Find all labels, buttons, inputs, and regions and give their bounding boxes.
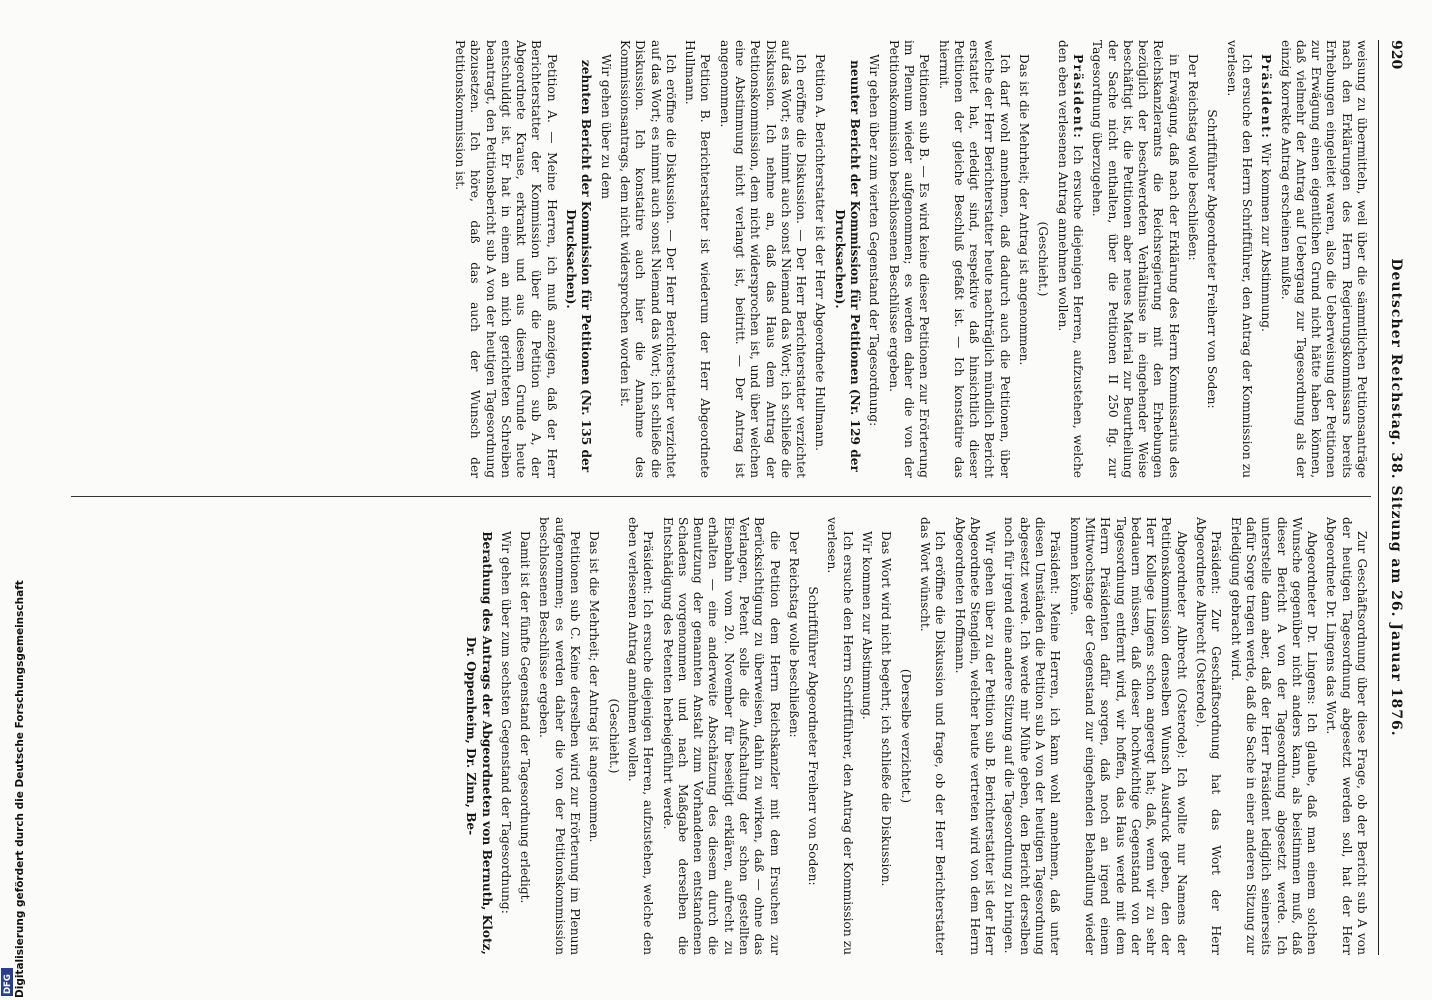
paragraph: Der Reichstag wolle beschließen: [1186, 54, 1201, 261]
paragraph: Wir kommen zur Abstimmung. [860, 531, 875, 720]
paragraph: Präsident: Zur Geschäftsordnung hat das Wort der Herr Abgeordnete Albrecht (Osterode). [1194, 517, 1224, 955]
paragraph: Petition A. Berichterstatter ist der Herr Abgeordnete Hullmann. [813, 54, 828, 451]
digitization-note: Digitalisierung gefördert durch die Deutsche Forschungsgemeinschaft [14, 580, 26, 998]
running-title: Deutscher Reichstag. 38. Sitzung am 26. Januar 1876. [1388, 258, 1404, 737]
paragraph: Der Reichstag wolle beschließen: [786, 531, 801, 738]
paragraph: Ich eröffne die Diskussion und frage, ob der Herr Berichterstatter das Wort wünscht. [917, 517, 948, 955]
dfg-logo-text: DFG [3, 974, 13, 994]
paragraph [1054, 40, 1085, 478]
dfg-logo-icon [1, 968, 13, 996]
paragraph: Abgeordneter Dr. Lingens: Ich glaube, daß man einem solchen Wunsche gegenüber nicht anders kann, als beistimmen muß, daß dieser Bericht A von der Tagesordnung abgesetzt werde. Ich unterstelle dann aber, daß der Herr Präsident lediglich seinerseits dafür Sorge tragen werde, daß die Sache in einer anderen Sitzung zur Erledigung gebracht wird. [1228, 517, 1320, 955]
speech-text: Wir kommen zur Abstimmung. [1259, 143, 1274, 332]
paragraph: Das Wort wird nicht begehrt; ich schließe die Diskussion. [879, 531, 894, 887]
paragraph: Wir gehen über zum vierten Gegenstand der Tagesordnung: [867, 54, 882, 427]
left-column [79, 40, 1369, 478]
paragraph: Das ist die Mehrheit; der Antrag ist angenommen. [587, 531, 602, 843]
paragraph: Ich darf wohl annehmen, daß dadurch auch die Petitionen, über welche der Herr Berichterstatter heute nachträglich mündlich Bericht erstattet hat, erledigt sind, respektive daß hinsichtlich dieser Petitionen der gleiche Beschluß gefaßt ist. — Ich konstatire das hiermit. [936, 40, 1012, 478]
paragraph: Wir gehen über zu der Petition sub B. Berichterstatter ist der Herr Abgeordnete Stenglein, welcher heute vertreten wird von dem Herrn Abgeordneten Hoffmann. [952, 517, 998, 955]
speaker-label: Präsident: [1259, 54, 1274, 140]
column-divider [71, 496, 1371, 497]
paragraph: Präsident: Meine Herren, ich kann wohl annehmen, daß unter diesen Umständen die Petition sub A von der heutigen Tagesordnung abgesetzt werde. Ich werde mir Mühe geben, den Bericht derselben noch für irgend eine andere Sitzung auf die Tagesordnung zu bringen. [1002, 517, 1063, 955]
section-heading: neunter Bericht der Kommission für Petitionen (Nr. 129 der Drucksachen). [832, 60, 863, 472]
paragraph: Ich eröffne die Diskussion. — Der Herr Berichterstatter verzichtet auf das Wort; es nimmt auch sonst Niemand das Wort; ich schließe die Diskussion. Ich konstatire auch hier die Annahme des Kommissionsantrags, dem nicht widersprochen worden ist. [617, 40, 678, 478]
motion-text: die Petition dem Herrn Reichskanzler mit dem Ersuchen zur Berücksichtigung zu überweisen, dahin zu wirken, daß — ohne das Verlangen, Petent solle die Aufschaltung der schon gestellten Eisenbahn vom 20. November für beseitigt erklären, aufrecht zu erhalten — eine anderweite Abschätzung des diesem durch die Benutzung der genannten Anstalt zum Vorhandenen entstandenen Schadens vorgenommen und nach Maßgabe derselben die Entschädigung des Petenten herbeigeführt werde. [660, 517, 782, 955]
paragraph [1258, 40, 1273, 478]
paragraph: Petition B. Berichterstatter ist wiederum der Herr Abgeordnete Hullmann. [683, 40, 713, 478]
section-heading: Berathung des Antrags der Abgeordneten von Bernuth, Klotz, Dr. Oppenheim, Dr. Zinn, Be- [464, 531, 494, 955]
page-number: 920 [1388, 40, 1404, 70]
paragraph: Petition A. — Meine Herren, ich muß anzeigen, daß der Herr Berichterstatter der Kommission über die Petition sub A, der Abgeordnete Krause, erkrankt und aus diesem Grunde heute entschuldigt ist. Er hat in einem an mich gerichteten Schreiben beantragt, den Petitionsbericht sub A von der heutigen Tagesordnung abzusetzen. Ich höre, daß das auch der Wunsch der Petitionskommission ist. [452, 40, 559, 478]
paragraph: Petitionen sub B. — Es wird keine dieser Petitionen zur Erörterung im Plenum wieder aufgenommen; es werden daher die von der Petitionskommission beschlossenen Beschlüsse ergeben. [886, 40, 932, 478]
paragraph: Wir gehen über zu dem [598, 54, 613, 199]
paragraph: weisung zu übermitteln, weil über die sämmtlichen Petitionsanträge nach den Erklärungen des Herrn Regierungskommissars bereits Erhebungen eingeleitet waren, also die Ueberweisung der Petitionen zur Erwägung einen eigentlichen Grund nicht hätte haben können, daß vielmehr der Antrag auf Uebergang zur Tagesordnung als der einzig korrekte Antrag erscheinen mußte. [1278, 40, 1369, 478]
speech-text: Ich ersuche diejenigen Herren, aufzustehen, welche den eben verlesenen Antrag annehmen wollen. [1055, 40, 1085, 478]
paragraph: Präsident: Ich ersuche diejenigen Herren, aufzustehen, welche den eben verlesenen Antrag annehmen wollen. [625, 517, 656, 955]
paragraph: Zur Geschäftsordnung über diese Frage, ob der Bericht sub A von der heutigen Tagesordnung abgesetzt werden soll, hat der Herr Abgeordnete Dr. Lingens das Wort. [1324, 517, 1369, 955]
speaker-label: Präsident: [1070, 54, 1085, 140]
paragraph: Ich eröffne die Diskussion. — Der Herr Berichterstatter verzichtet auf das Wort; es nimmt auch sonst Niemand das Wort; ich schließe die Diskussion. Ich nehme an, daß das Haus dem Antrag der Petitionskommission, dem nicht widersprochen ist, und über welchen eine Abstimmung nicht verlangt ist, beitritt. — Der Antrag ist angenommen. [717, 40, 809, 478]
paragraph: Abgeordneter Albrecht (Osterode): Ich wollte nur Namens der Petitionskommission denselben Wunsch Ausdruck geben, den der Herr Kollege Lingens schon angeregt hat; daß, wenn wir zu sehr bedauern müssen, daß dieser hochwichtige Gegenstand von der Tagesordnung entfernt wird, wir hoffen, das Haus werde mit dem Herrn Präsidenten dafür sorgen, daß noch an irgend einem Mittwochstage der Gegenstand zur eingehenden Behandlung wieder kommen könne. [1067, 517, 1189, 955]
right-column [79, 517, 1369, 955]
paragraph: Damit ist der fünfte Gegenstand der Tagesordnung erledigt. [518, 531, 533, 904]
header-rule [1378, 40, 1379, 955]
paragraph: Petitionen sub C. Keine derselben wird zur Erörterung im Plenum aufgenommen; es werden daher die von der Petitionskommission beschlossenen Beschlüsse ergeben. [537, 517, 583, 955]
paragraph: Wir gehen über zum sechsten Gegenstand der Tagesordnung: [498, 531, 513, 914]
motion-text: in Erwägung, daß nach der Erklärung des Herrn Kommissarius des Reichskanzleramts die Reichsregierung mit den Erhebungen bezüglich der beschwerdeten Verhältnisse in eingehender Weise beschäftigt ist, die Petitionen aber neues Material zur Beurtheilung der Sache nicht enthalten, über die Petitionen II 250 flg. zur Tagesordnung überzugehen. [1090, 40, 1181, 478]
rotated-page-content [15, 0, 1415, 980]
section-heading: zehnten Bericht der Kommission für Petitionen (Nr. 135 der Drucksachen). [564, 59, 594, 473]
stage-direction: (Derselbe verzichtet.) [898, 668, 913, 804]
stage-direction: (Geschieht.) [606, 698, 621, 774]
digitization-footer [0, 0, 26, 1000]
speaker-line: Schriftführer Abgeordneter Freiherr von Soden: [1205, 109, 1220, 409]
speaker-line: Schriftführer Abgeordneter Freiherr von Soden: [806, 586, 821, 886]
page-header [1383, 40, 1403, 955]
stage-direction: (Geschieht.) [1036, 221, 1051, 297]
paragraph: Das ist die Mehrheit; der Antrag ist angenommen. [1017, 54, 1032, 366]
paragraph: Ich ersuche den Herrn Schriftführer, den Antrag der Kommission zu verlesen. [1224, 40, 1254, 478]
paragraph: Ich ersuche den Herrn Schriftführer, den Antrag der Kommission zu verlesen. [825, 517, 855, 955]
